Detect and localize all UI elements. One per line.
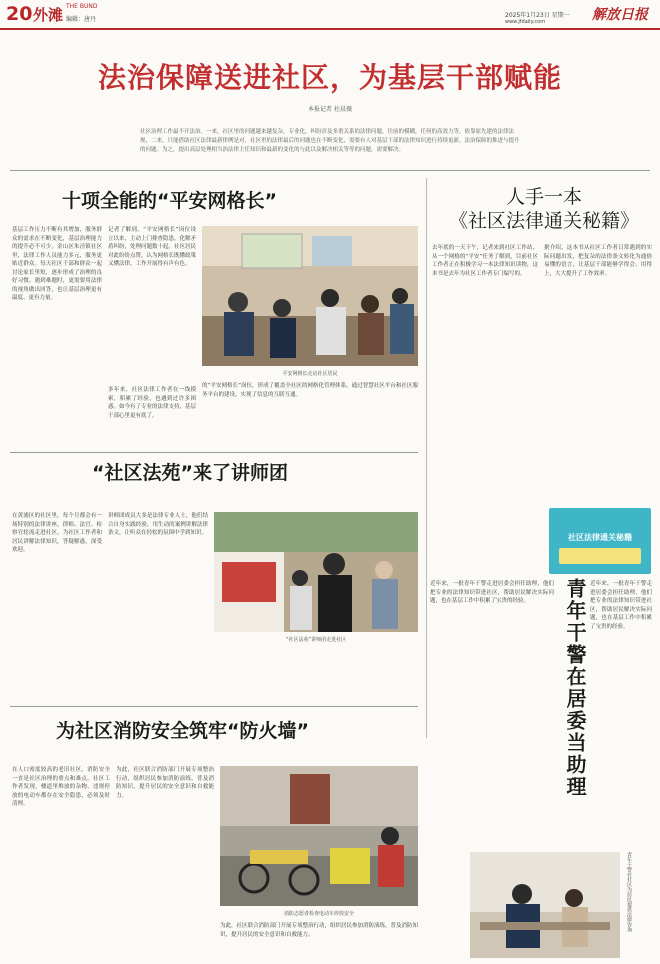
- section4-photo-caption: 消防志愿者检查电动车停放安全: [283, 911, 354, 917]
- section1-body-col3: 多年来，社区法律工作者在一线摸索，积累了经验，也遇到过许多困惑。如今有了专业的法律支持，基层干部心里更有底了。: [108, 387, 196, 419]
- section5-photo-caption: 青年干警在社区为居民提供法律咨询: [626, 852, 632, 932]
- divider: [10, 452, 418, 453]
- section1-headline: 十项全能的“平安网格长”: [62, 190, 277, 212]
- section1-photo: [202, 226, 418, 366]
- section4-headline: 为社区消防安全筑牢“防火墙”: [56, 720, 309, 742]
- book-cover-title: 社区法律通关秘籍: [568, 533, 632, 542]
- section1-body-col4: 的“平安网格长”岗位，形成了覆盖全社区的网格化管理体系，通过智慧社区平台和社区服务平台的建设，实现了信息的互联互通。: [202, 383, 418, 398]
- issue-date: 2025年1月23日 星期一: [505, 12, 570, 19]
- section2-body-col1: 去年底的一天下午，记者来到社区工作站，从一个网格的“平安”任务了解到，目前社区工作者正在积极学习一本法律知识读物，这本书是去年为社区工作者专门编写的。: [432, 245, 538, 277]
- lede-paragraph: 社区治理工作最不开法治，一来，社区里的问题越来越复杂，专业化，纠纷涉及多重关系的法律问题，往前的模糊，任何的高效力等，依靠原先建的法律法规，二来，只能借助社区法律最新律例是对，社区里的法律最后的问题也在不断变化，需要有人对基层干部的法律知识进行持续更新，法治保障的推进与提升的问题。为之，提出高层处理相当治法律主任知识和最新的变化的与此以及解决相关等等的问题，需要解决。: [140, 129, 520, 153]
- section5-body-col2: 近年来，一批青年干警走进居委会担任助理，他们把专业的法律知识带进社区，帮助居民解决实际问题，也在基层工作中积累了宝贵的经验。: [590, 581, 652, 630]
- section1-body-col1: 基层工作压力不断有其增加，服务群众的需求在不断变化，基层治理能力的提升必不可少。金山区朱泾镇社区里，法律工作人员能力多元，服务更贴近群众。每天社区干部和群众一起讨论家长里短，逐步形成了治理的良好习惯。遇到难题时，更需要用法律的视角做出回答，也让基层治理更有温度、更有力量。: [12, 227, 102, 302]
- column-rule: [426, 178, 427, 738]
- section5-headline: 青年干警在居委当助理: [563, 578, 587, 798]
- section4-photo: [220, 766, 418, 906]
- website-url: www.jfdaily.com: [505, 19, 546, 25]
- section2-body-col2: 据介绍，这本书从社区工作者日常遇到的实际问题出发，把复杂的法律条文转化为通俗易懂的语言，让基层干部能够学得会、用得上，大大提升了工作效率。: [544, 245, 652, 277]
- section4-body-col3: 为此，社区联合消防部门开展专项整治行动，组织居民参加消防演练，普及消防知识，提升居民的安全意识和自救能力。: [220, 923, 418, 938]
- page-number: 20: [6, 3, 33, 25]
- section3-body-col1: 在黄浦区的社区里，每个月都会有一场特别的法律讲座，律师、法官、检察官轮流走进社区，为社区工作者和居民讲解法律知识，答疑解惑，深受欢迎。: [12, 513, 102, 554]
- section3-headline: “社区法苑”来了讲师团: [92, 462, 288, 484]
- section4-body-col1: 在人口密度较高的老旧社区，消防安全一直是社区治理的重点和难点。社区工作者发现，楼道里堆放的杂物、违规停放的电动车都存在安全隐患，必须及时清理。: [12, 767, 110, 808]
- main-headline: 法治保障送进社区，为基层干部赋能: [97, 61, 562, 94]
- section5-photo: [470, 852, 620, 958]
- byline: 本报记者 杜晨薇: [308, 106, 352, 113]
- section2-headline-line2: 《社区法律通关秘籍》: [448, 210, 639, 232]
- section1-body-col2: 记者了解到，“平安网格长”岗位设立以来，主动上门排查隐患，化解矛盾纠纷，处理问题数十起。社区居民对此纷纷点赞，认为网格长既懂政策又懂法律，工作开展得有声有色。: [108, 227, 196, 268]
- section-title: 外滩: [33, 6, 64, 24]
- editor-credit: 编辑：唐丹: [66, 16, 97, 23]
- section3-body-col2: 讲师团成员大多是法律专业人士，他们结合自身实践经验，用生动的案例讲解法律条文，让听众在轻松的氛围中学到知识。: [108, 513, 208, 537]
- section5-body-col1: 近年来，一批青年干警走进居委会担任助理，他们把专业的法律知识带进社区，帮助居民解决实际问题，也在基层工作中积累了宝贵的经验。: [430, 581, 554, 605]
- section3-photo: [214, 512, 418, 632]
- section-title-en: THE BUND: [66, 3, 98, 10]
- book-cover-graphic: [559, 548, 641, 564]
- divider: [10, 706, 418, 707]
- divider: [10, 170, 650, 171]
- section1-photo-caption: 平安网格长走访社区居民: [282, 371, 338, 377]
- section2-headline-line1: 人手一本: [505, 186, 582, 208]
- book-cover: [549, 508, 651, 574]
- newspaper-logo: 解放日报: [592, 7, 648, 23]
- section4-body-col2: 为此，社区联合消防部门开展专项整治行动，组织居民参加消防演练，普及消防知识，提升居民的安全意识和自救能力。: [116, 767, 214, 799]
- section3-photo-caption: “社区法苑”讲师团走进社区: [285, 637, 347, 643]
